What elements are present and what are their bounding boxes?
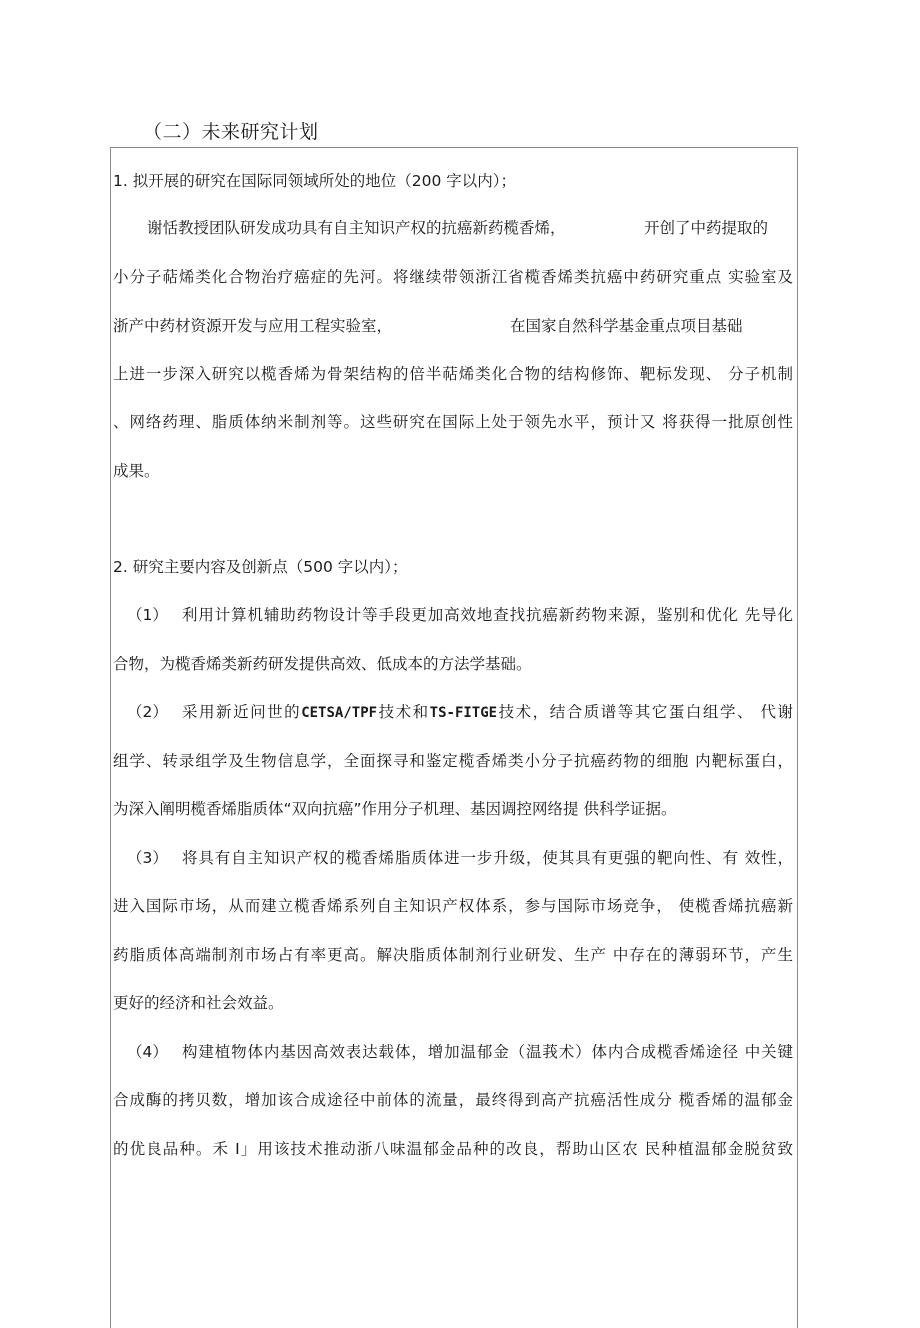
q1-line: 开创了中药提取的 [644, 219, 769, 237]
item-text: 构建植物体内基因高效表达载体，增加温郁金（温莪术）体内合成榄香烯途径 中关键 [182, 1043, 793, 1061]
q1-line: 谢恬教授团队研发成功具有自主知识产权的抗癌新药榄香烯， [147, 219, 566, 237]
item-text: 组学、转录组学及生物信息学，全面探寻和鉴定榄香烯类小分子抗癌药物的细胞 内靶标蛋白， [113, 752, 793, 770]
item-text: 药脂质体高端制剂市场占有率更高。解决脂质体制剂行业研发、生产 中存在的薄弱环节，产生 [113, 946, 793, 964]
q1-line: 浙产中药材资源开发与应用工程实验室， [113, 317, 393, 335]
item-text-mixed [182, 701, 793, 724]
q1-line: 、网络药理、脂质体纳米制剂等。这些研究在国际上处于领先水平，预计又 将获得一批原创性 [113, 413, 793, 431]
item-marker: （3） [127, 849, 168, 867]
item-text-part: 技术和 [377, 703, 430, 721]
item-marker: （4） [127, 1043, 168, 1061]
q1-line: 成果。 [113, 462, 160, 480]
item-marker: （1） [127, 606, 168, 624]
item-text: 合成酶的拷贝数，增加该合成途径中前体的流量，最终得到高产抗癌活性成分 榄香烯的温郁金 [113, 1091, 793, 1109]
item-text: 合物，为榄香烯类新药研发提供高效、低成本的方法学基础。 [113, 655, 532, 673]
item-text-part: 采用新近问世的 [182, 703, 302, 721]
method-name-tsfitge: TS-FITGE [429, 705, 498, 721]
item-text: 的优良品种。禾 I」用该技术推动浙八味温郁金品种的改良，帮助山区农 民种植温郁金脱贫致 [113, 1140, 793, 1158]
item-text: 利用计算机辅助药物设计等手段更加高效地查找抗癌新药物来源，鉴别和优化 先导化 [182, 606, 793, 624]
q2-heading: 2. 研究主要内容及创新点（500 字以内）； [113, 558, 408, 576]
item-text-part: 技术，结合质谱等其它蛋白组学、 代谢 [497, 703, 793, 721]
item-marker: （2） [127, 703, 168, 721]
method-name-cetsa: CETSA/TPF [301, 705, 378, 721]
q1-heading: 1. 拟开展的研究在国际同领域所处的地位（200 字以内）； [113, 172, 516, 190]
q1-line: 在国家自然科学基金重点项目基础 [510, 317, 743, 335]
q1-line: 小分子萜烯类化合物治疗癌症的先河。将继续带领浙江省榄香烯类抗癌中药研究重点 实验室及 [113, 268, 793, 286]
item-text: 更好的经济和社会效益。 [113, 994, 284, 1012]
section-title: （二）未来研究计划 [143, 121, 319, 143]
item-text: 为深入阐明榄香烯脂质体“双向抗癌”作用分子机理、基因调控网络提 供科学证据。 [113, 800, 677, 818]
q1-line: 上进一步深入研究以榄香烯为骨架结构的倍半萜烯类化合物的结构修饰、靶标发现、 分子机制 [113, 365, 793, 383]
item-text: 将具有自主知识产权的榄香烯脂质体进一步升级，使其具有更强的靶向性、有 效性， [182, 849, 793, 867]
item-text: 进入国际市场，从而建立榄香烯系列自主知识产权体系，参与国际市场竞争， 使榄香烯抗癌新 [113, 897, 793, 915]
